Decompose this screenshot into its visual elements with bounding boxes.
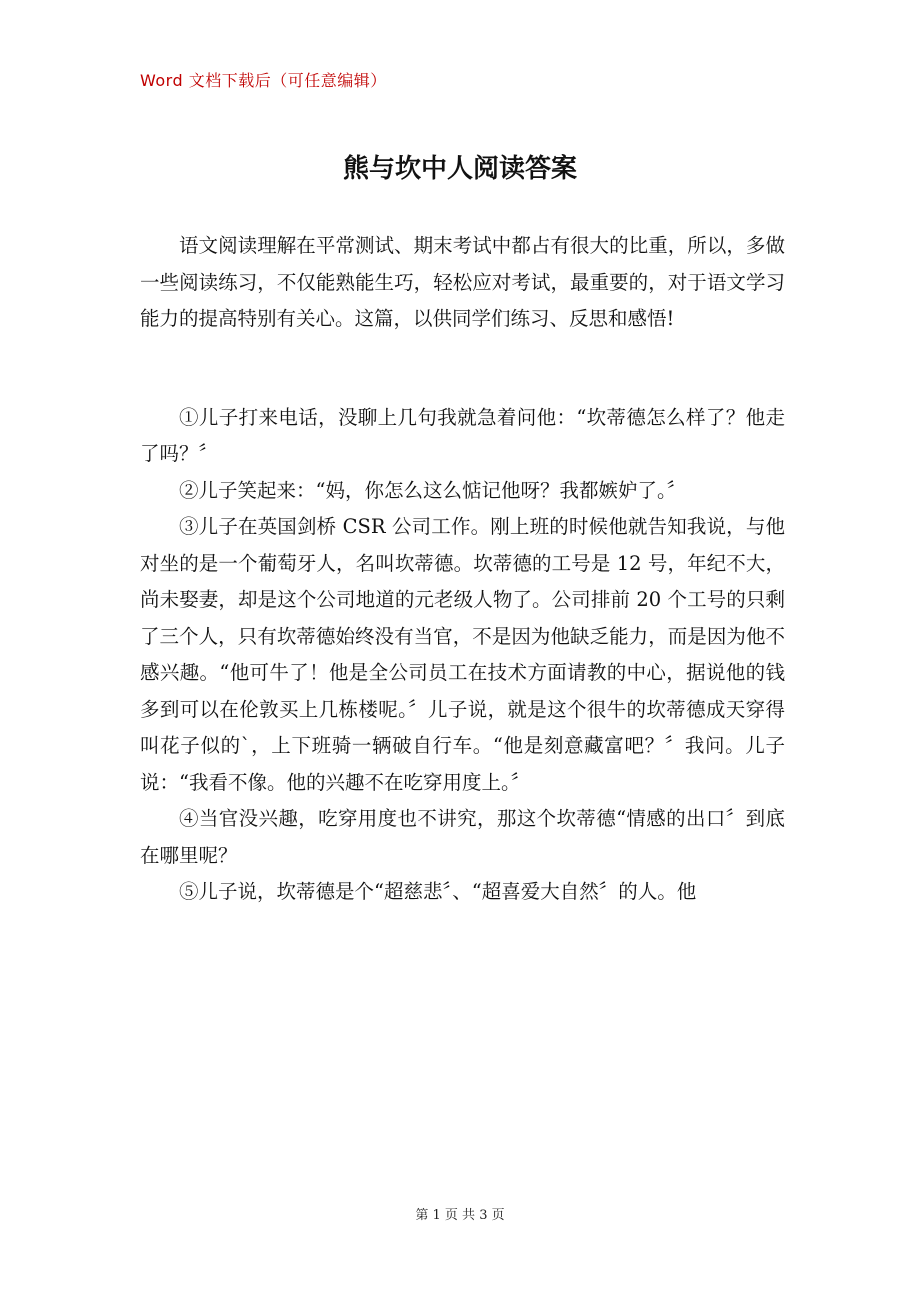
story-paragraph-3: ③儿子在英国剑桥 CSR 公司工作。刚上班的时候他就告知我说，与他对坐的是一个葡萄牙人，名叫坎蒂德。坎蒂德的工号是 12 号，年纪不大，尚未娶妻，却是这个公司地道的元老级人物了。公司排前 20 个工号的只剩了三个人，只有坎蒂德始终没有当官，不是因为他缺乏能力，而是因为他不感兴趣。“他可牛了！他是全公司员工在技术方面请教的中心，据说他的钱多到可以在伦敦买上几栋楼呢。〞儿子说，就是这个很牛的坎蒂德成天穿得叫花子似的`，上下班骑一辆破自行车。“他是刻意藏富吧？〞我问。儿子说：“我看不像。他的兴趣不在吃穿用度上。〞 — [140, 515, 785, 794]
paragraph-spacer — [140, 338, 785, 400]
story-paragraph-5: ⑤儿子说，坎蒂德是个“超慈悲〞、“超喜爱大自然〞的人。他 — [179, 880, 697, 903]
story-paragraph-4: ④当官没兴趣，吃穿用度也不讲究，那这个坎蒂德“情感的出口〞到底在哪里呢？ — [140, 807, 785, 867]
document-body — [140, 228, 785, 911]
download-note: Word 文档下载后（可任意编辑） — [140, 71, 387, 90]
page-footer: 第 1 页 共 3 页 — [415, 1208, 505, 1223]
document-title: 熊与坎中人阅读答案 — [342, 154, 577, 184]
intro-paragraph: 语文阅读理解在平常测试、期末考试中都占有很大的比重，所以，多做一些阅读练习，不仅能熟能生巧，轻松应对考试，最重要的，对于语文学习能力的提高特别有关心。这篇，以供同学们练习、反思和感悟! — [140, 234, 785, 330]
story-paragraph-2: ②儿子笑起来：“妈，你怎么这么惦记他呀？我都嫉妒了。〞 — [179, 478, 687, 502]
story-paragraph-1: ①儿子打来电话，没聊上几句我就急着问他：“坎蒂德怎么样了？他走了吗？〞 — [140, 405, 785, 465]
